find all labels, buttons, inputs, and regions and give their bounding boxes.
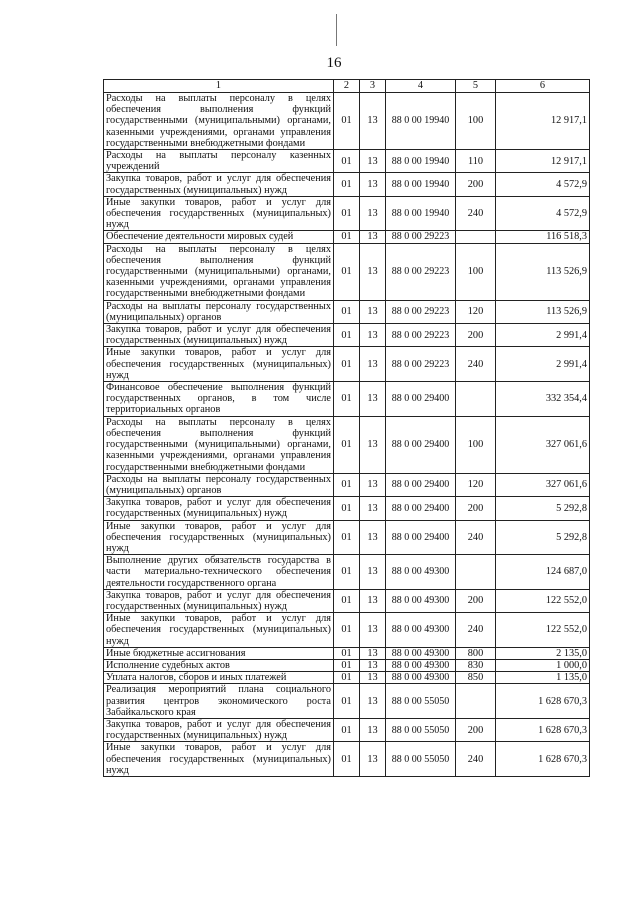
item-name: Иные закупки товаров, работ и услуг для обеспечения государственных (муниципальных) нужд: [104, 613, 334, 648]
amount-value: 122 552,0: [496, 613, 590, 648]
page-number: 16: [326, 55, 342, 71]
table-row: [104, 589, 590, 612]
expense-type-code: 200: [456, 173, 496, 196]
table-row: [104, 243, 590, 300]
target-article-code: 88 0 00 55050: [386, 718, 456, 741]
table-row: [104, 324, 590, 347]
table-body: [104, 93, 590, 777]
item-name: Иные бюджетные ассигнования: [104, 647, 334, 659]
amount-value: 113 526,9: [496, 300, 590, 323]
item-name: Иные закупки товаров, работ и услуг для обеспечения государственных (муниципальных) нужд: [104, 742, 334, 777]
section-code: 01: [334, 647, 360, 659]
amount-value: 5 292,8: [496, 520, 590, 555]
target-article-code: 88 0 00 29223: [386, 324, 456, 347]
subsection-code: 13: [360, 497, 386, 520]
subsection-code: 13: [360, 416, 386, 473]
section-code: 01: [334, 243, 360, 300]
section-code: 01: [334, 93, 360, 150]
section-code: 01: [334, 416, 360, 473]
target-article-code: 88 0 00 29223: [386, 231, 456, 243]
header-col-4: 4: [386, 80, 456, 93]
header-row: [104, 80, 590, 93]
table-row: [104, 196, 590, 231]
scan-artifact-line: [336, 14, 337, 46]
section-code: 01: [334, 231, 360, 243]
subsection-code: 13: [360, 684, 386, 719]
expense-type-code: 850: [456, 672, 496, 684]
target-article-code: 88 0 00 29400: [386, 382, 456, 417]
amount-value: 1 000,0: [496, 659, 590, 671]
table-row: [104, 473, 590, 496]
item-name: Финансовое обеспечение выполнения функций государственных органов, в том числе территориальных органов: [104, 382, 334, 417]
amount-value: 1 628 670,3: [496, 684, 590, 719]
expense-type-code: [456, 231, 496, 243]
table-row: [104, 497, 590, 520]
expense-type-code: [456, 555, 496, 590]
subsection-code: 13: [360, 324, 386, 347]
expense-type-code: [456, 382, 496, 417]
item-name: Реализация мероприятий плана социального развития центров экономического роста Забайкальского края: [104, 684, 334, 719]
amount-value: 1 628 670,3: [496, 718, 590, 741]
subsection-code: 13: [360, 382, 386, 417]
amount-value: 12 917,1: [496, 150, 590, 173]
expense-type-code: 830: [456, 659, 496, 671]
item-name: Закупка товаров, работ и услуг для обеспечения государственных (муниципальных) нужд: [104, 324, 334, 347]
item-name: Расходы на выплаты персоналу в целях обеспечения выполнения функций государственными (муниципальными) органами, казенными учреждениями, органами управления государственными внебюджетными фондами: [104, 93, 334, 150]
section-code: 01: [334, 742, 360, 777]
table-row: [104, 672, 590, 684]
section-code: 01: [334, 150, 360, 173]
target-article-code: 88 0 00 29223: [386, 243, 456, 300]
target-article-code: 88 0 00 29223: [386, 347, 456, 382]
section-code: 01: [334, 196, 360, 231]
section-code: 01: [334, 300, 360, 323]
item-name: Обеспечение деятельности мировых судей: [104, 231, 334, 243]
subsection-code: 13: [360, 173, 386, 196]
target-article-code: 88 0 00 49300: [386, 613, 456, 648]
budget-table: [103, 79, 590, 777]
amount-value: 12 917,1: [496, 93, 590, 150]
amount-value: 2 991,4: [496, 347, 590, 382]
table-row: [104, 416, 590, 473]
item-name: Расходы на выплаты персоналу казенных учреждений: [104, 150, 334, 173]
expense-type-code: 240: [456, 196, 496, 231]
item-name: Иные закупки товаров, работ и услуг для обеспечения государственных (муниципальных) нужд: [104, 347, 334, 382]
subsection-code: 13: [360, 589, 386, 612]
header-col-3: 3: [360, 80, 386, 93]
target-article-code: 88 0 00 49300: [386, 555, 456, 590]
header-col-6: 6: [496, 80, 590, 93]
expense-type-code: 120: [456, 473, 496, 496]
section-code: 01: [334, 324, 360, 347]
expense-type-code: 200: [456, 324, 496, 347]
expense-type-code: 240: [456, 613, 496, 648]
subsection-code: 13: [360, 93, 386, 150]
expense-type-code: 100: [456, 416, 496, 473]
target-article-code: 88 0 00 19940: [386, 196, 456, 231]
header-col-2: 2: [334, 80, 360, 93]
table-row: [104, 742, 590, 777]
target-article-code: 88 0 00 29223: [386, 300, 456, 323]
expense-type-code: 800: [456, 647, 496, 659]
table-header: [104, 80, 590, 93]
table-row: [104, 555, 590, 590]
expense-type-code: [456, 684, 496, 719]
amount-value: 327 061,6: [496, 416, 590, 473]
item-name: Закупка товаров, работ и услуг для обеспечения государственных (муниципальных) нужд: [104, 173, 334, 196]
table-row: [104, 647, 590, 659]
target-article-code: 88 0 00 55050: [386, 742, 456, 777]
subsection-code: 13: [360, 613, 386, 648]
table-row: [104, 684, 590, 719]
item-name: Расходы на выплаты персоналу государственных (муниципальных) органов: [104, 473, 334, 496]
target-article-code: 88 0 00 29400: [386, 473, 456, 496]
item-name: Закупка товаров, работ и услуг для обеспечения государственных (муниципальных) нужд: [104, 589, 334, 612]
target-article-code: 88 0 00 19940: [386, 150, 456, 173]
expense-type-code: 200: [456, 497, 496, 520]
section-code: 01: [334, 684, 360, 719]
target-article-code: 88 0 00 49300: [386, 589, 456, 612]
target-article-code: 88 0 00 19940: [386, 173, 456, 196]
section-code: 01: [334, 173, 360, 196]
amount-value: 4 572,9: [496, 196, 590, 231]
subsection-code: 13: [360, 243, 386, 300]
subsection-code: 13: [360, 473, 386, 496]
header-col-5: 5: [456, 80, 496, 93]
amount-value: 116 518,3: [496, 231, 590, 243]
item-name: Расходы на выплаты персоналу в целях обеспечения выполнения функций государственными (муниципальными) органами, казенными учреждениями, органами управления государственными внебюджетными фондами: [104, 416, 334, 473]
table-row: [104, 231, 590, 243]
item-name: Закупка товаров, работ и услуг для обеспечения государственных (муниципальных) нужд: [104, 718, 334, 741]
section-code: 01: [334, 718, 360, 741]
amount-value: 1 135,0: [496, 672, 590, 684]
item-name: Исполнение судебных актов: [104, 659, 334, 671]
section-code: 01: [334, 613, 360, 648]
table-row: [104, 300, 590, 323]
item-name: Расходы на выплаты персоналу государственных (муниципальных) органов: [104, 300, 334, 323]
target-article-code: 88 0 00 49300: [386, 672, 456, 684]
table-row: [104, 613, 590, 648]
expense-type-code: 120: [456, 300, 496, 323]
section-code: 01: [334, 497, 360, 520]
table-row: [104, 718, 590, 741]
table-row: [104, 150, 590, 173]
amount-value: 124 687,0: [496, 555, 590, 590]
table-row: [104, 93, 590, 150]
target-article-code: 88 0 00 29400: [386, 520, 456, 555]
amount-value: 327 061,6: [496, 473, 590, 496]
section-code: 01: [334, 473, 360, 496]
target-article-code: 88 0 00 49300: [386, 659, 456, 671]
table-row: [104, 520, 590, 555]
table-row: [104, 173, 590, 196]
expense-type-code: 100: [456, 93, 496, 150]
section-code: 01: [334, 555, 360, 590]
table-row: [104, 347, 590, 382]
subsection-code: 13: [360, 672, 386, 684]
subsection-code: 13: [360, 659, 386, 671]
item-name: Иные закупки товаров, работ и услуг для обеспечения государственных (муниципальных) нужд: [104, 196, 334, 231]
item-name: Расходы на выплаты персоналу в целях обеспечения выполнения функций государственными (муниципальными) органами, казенными учреждениями, органами управления государственными внебюджетными фондами: [104, 243, 334, 300]
amount-value: 2 991,4: [496, 324, 590, 347]
subsection-code: 13: [360, 231, 386, 243]
expense-type-code: 110: [456, 150, 496, 173]
target-article-code: 88 0 00 29400: [386, 416, 456, 473]
amount-value: 1 628 670,3: [496, 742, 590, 777]
amount-value: 113 526,9: [496, 243, 590, 300]
section-code: 01: [334, 672, 360, 684]
section-code: 01: [334, 659, 360, 671]
section-code: 01: [334, 382, 360, 417]
target-article-code: 88 0 00 19940: [386, 93, 456, 150]
header-col-1: 1: [104, 80, 334, 93]
amount-value: 332 354,4: [496, 382, 590, 417]
subsection-code: 13: [360, 196, 386, 231]
expense-type-code: 200: [456, 718, 496, 741]
subsection-code: 13: [360, 520, 386, 555]
table-row: [104, 659, 590, 671]
expense-type-code: 100: [456, 243, 496, 300]
expense-type-code: 240: [456, 742, 496, 777]
subsection-code: 13: [360, 647, 386, 659]
table-row: [104, 382, 590, 417]
expense-type-code: 240: [456, 520, 496, 555]
subsection-code: 13: [360, 300, 386, 323]
item-name: Уплата налогов, сборов и иных платежей: [104, 672, 334, 684]
section-code: 01: [334, 520, 360, 555]
amount-value: 122 552,0: [496, 589, 590, 612]
item-name: Иные закупки товаров, работ и услуг для обеспечения государственных (муниципальных) нужд: [104, 520, 334, 555]
subsection-code: 13: [360, 347, 386, 382]
expense-type-code: 240: [456, 347, 496, 382]
target-article-code: 88 0 00 29400: [386, 497, 456, 520]
amount-value: 5 292,8: [496, 497, 590, 520]
item-name: Выполнение других обязательств государства в части материально-технического обеспечения деятельности государственного органа: [104, 555, 334, 590]
subsection-code: 13: [360, 742, 386, 777]
subsection-code: 13: [360, 555, 386, 590]
amount-value: 2 135,0: [496, 647, 590, 659]
target-article-code: 88 0 00 55050: [386, 684, 456, 719]
section-code: 01: [334, 589, 360, 612]
amount-value: 4 572,9: [496, 173, 590, 196]
section-code: 01: [334, 347, 360, 382]
subsection-code: 13: [360, 718, 386, 741]
subsection-code: 13: [360, 150, 386, 173]
target-article-code: 88 0 00 49300: [386, 647, 456, 659]
expense-type-code: 200: [456, 589, 496, 612]
item-name: Закупка товаров, работ и услуг для обеспечения государственных (муниципальных) нужд: [104, 497, 334, 520]
